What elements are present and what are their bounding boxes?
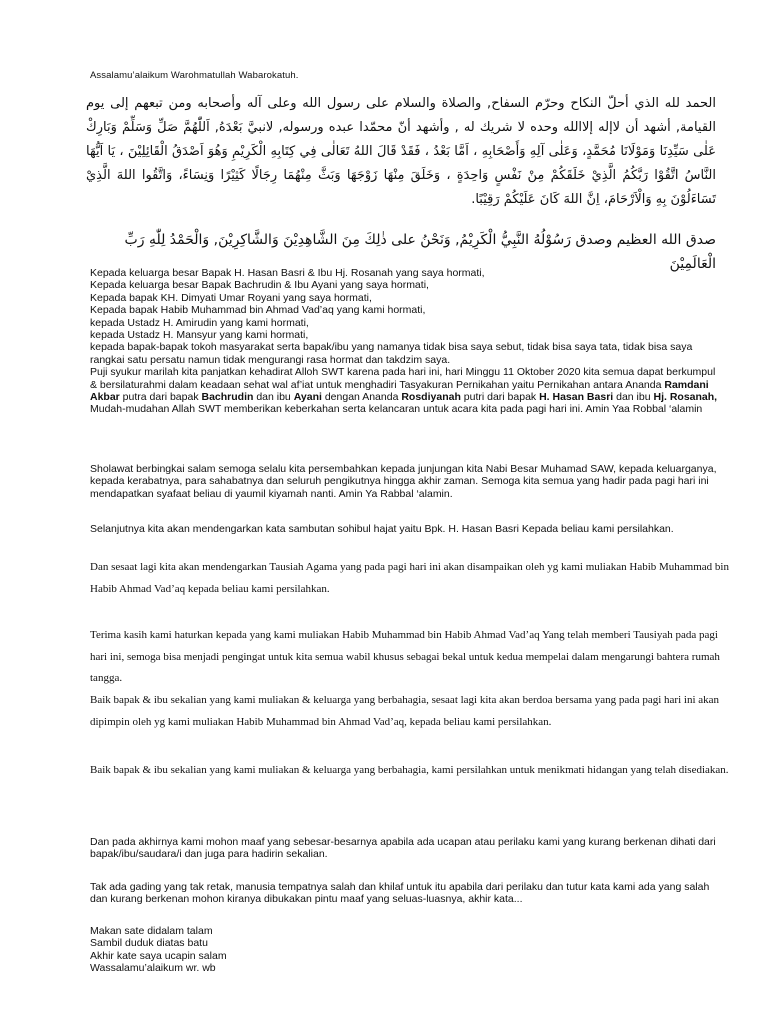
bride-name: Rosdiyanah [401, 391, 461, 404]
opening-greeting: Assalamu’alaikum Warohmatullah Wabarokatuh. [90, 70, 299, 81]
salutation-line: kepada Ustadz H. Amirudin yang kami hormati, [90, 316, 309, 329]
syukur-paragraph: Puji syukur marilah kita panjatkan kehadirat Alloh SWT karena pada hari ini, hari Minggu 11 Oktober 2020 kita semua dapat berkumpul & bersilaturahmi dalam keadaan sehat wal af’iat untuk menghadiri Tasyakuran Pernikahan yaitu Pernikahan antara Ananda Ramdani Akbar putra dari bapak Bachrudin dan ibu Ayani dengan Ananda Rosdiyanah putri dari bapak H. Hasan Basri dan ibu Hj. Rosanah, Mudah-mudahan Allah SWT memberikan keberkahan serta kelancaran untuk acara kita pada pagi hari ini. Amin Yaa Robbal ‘alamin [90, 366, 718, 416]
gading-paragraph: Tak ada gading yang tak retak, manusia tempatnya salah dan khilaf untuk itu apabila dari perilaku dan tutur kata kami ada yang salah dan kurang berkenan mohon kiranya dibukakan pintu maaf yang seluas-luasnya, akhir kata... [90, 881, 710, 906]
salutation-line: Kepada bapak Habib Muhammad bin Ahmad Vad’aq yang kami hormati, [90, 304, 426, 317]
salutation-line: kepada bapak-bapak tokoh masyarakat serta bapak/ibu yang namanya tidak bisa saya sebut, tidak bisa saya tata, tidak bisa saya rangkai satu persatu namun tidak mengurangi rasa hormat dan takdzim saya. [90, 341, 693, 366]
maaf-paragraph: Dan pada akhirnya kami mohon maaf yang sebesar-besarnya apabila ada ucapan atau perilaku kami yang kurang berkenan dihati dari bapak/ibu/saudara/i dan juga para hadirin sekalian. [90, 836, 716, 861]
salutation-line: Kepada bapak KH. Dimyati Umar Royani yang saya hormati, [90, 291, 372, 304]
bride-mother-name: Hj. Rosanah, [653, 391, 718, 404]
pantun-line: Akhir kate saya ucapin salam [90, 949, 227, 962]
hidangan-paragraph: Baik bapak & ibu sekalian yang kami muliakan & keluarga yang berbahagia, kami persilahkan untuk menikmati hidangan yang telah disediakan. [90, 764, 729, 776]
bride-father-name: H. Hasan Basri [539, 391, 614, 404]
terima-kasih-paragraph: Terima kasih kami haturkan kepada yang kami muliakan Habib Muhammad bin Habib Ahmad Vad’aq Yang telah memberi Tausiyah pada pagi hari ini, semoga bisa menjadi pengingat untuk kita semua wabil khusus sebagai bekal untuk kedua mempelai dalam mengarungi bahtera rumah tangga. [90, 629, 720, 684]
salutation-line: Kepada keluarga besar Bapak H. Hasan Basri & Ibu Hj. Rosanah yang saya hormati, [90, 267, 485, 279]
groom-father-name: Bachrudin [201, 391, 254, 404]
pantun-line: Wassalamu’alaikum wr. wb [90, 962, 216, 975]
closing-pantun [90, 925, 720, 975]
arabic-closing-text: صدق الله العظيم وصدق رَسُوْلُهُ النَّبِيُّ الْكَرِيْمُ, وَنَحْنُ على ذٰلِكَ مِنَ الشَّاهِدِيْنَ وَالشَّاكِرِيْنَ, وَالْحَمْدُ لِلّٰهِ رَبِّ الْعَالَمِيْنَ [124, 232, 716, 272]
pantun-line: Sambil duduk diatas batu [90, 937, 208, 950]
doa-paragraph: Baik bapak & ibu sekalian yang kami muliakan & keluarga yang berbahagia, sesaat lagi kita akan berdoa bersama yang pada pagi hari ini akan dipimpin oleh yg kami muliakan Habib Muhammad bin Ahmad Vad’aq, kepada beliau kami persilahkan. [90, 694, 720, 728]
groom-mother-name: Ayani [293, 391, 322, 404]
salutations-list [90, 267, 720, 416]
pantun-line: Makan sate didalam talam [90, 925, 213, 937]
tausiah-paragraph: Dan sesaat lagi kita akan mendengarkan Tausiah Agama yang pada pagi hari ini akan disampaikan oleh yg kami muliakan Habib Muhammad bin Habib Ahmad Vad’aq kepada beliau kami persilahkan. [90, 561, 729, 595]
sambutan-paragraph: Selanjutnya kita akan mendengarkan kata sambutan sohibul hajat yaitu Bpk. H. Hasan Basri Kepada beliau kami persilahkan. [90, 523, 674, 535]
salutation-line: Kepada keluarga besar Bapak Bachrudin & Ibu Ayani yang saya hormati, [90, 279, 429, 292]
arabic-opening-prayer [86, 92, 716, 212]
sholawat-paragraph: Sholawat berbingkai salam semoga selalu kita persembahkan kepada junjungan kita Nabi Besar Muhamad SAW, kepada keluarganya, kepada kerabatnya, para sahabatnya dan seluruh pengikutnya hingga akhir zaman. Semoga kita semua yang hadir pada pagi hari ini mendapatkan syafaat beliau di yaumil kiyamah nanti. Amin Ya Rabbal ‘alamin. [90, 463, 717, 500]
salutation-line: kepada Ustadz H. Mansyur yang kami hormati, [90, 329, 309, 342]
arabic-paragraph: الحمد لله الذي أحلّ النكاح وحرّم السفاح, والصلاة والسلام على رسول الله وعلى آله وأصحابه ومن تبعهم إلى يوم القيامة, أشهد أن لاإله إلاالله وحده لا شريك له , وأشهد أنّ محمّدا عبده ورسوله, لانبيَّ بَعْدَهُ, اَللّٰهُمَّ صَلِّ وَسَلِّمْ وَبَارِكْ عَلٰى سَيِّدِنَا وَمَوْلَانَا مُحَمَّدٍ، وَعَلٰى آلِهِ وَأَصْحَابِهِ ، اَمَّا بَعْدُ ، فَقَدْ قَالَ اللهُ تَعَالٰى فِي كِتَابِهِ الْكَرِيْمِ وَهُوَ اَصْدَقُ الْقَائِلِيْنَ ، يَا اَيُّهَا النَّاسُ اتَّقُوْا رَبَّكُمُ الَّذِيْ خَلَقَكُمْ مِنْ نَفْسٍ وَاحِدَةٍ ، وَخَلَقَ مِنْهَا زَوْجَهَا وَبَثَّ مِنْهُمَا رِجَالًا كَثِيْرًا وَنِسَاءً، وَاتَّقُوا اللهَ الَّذِيْ تَسَاءَلُوْنَ بِهِ وَالْاَرْحَامَ، اِنَّ اللهَ كَانَ عَلَيْكُمْ رَقِيْبًا. [86, 96, 716, 207]
groom-name: Ramdani Akbar [90, 378, 709, 404]
